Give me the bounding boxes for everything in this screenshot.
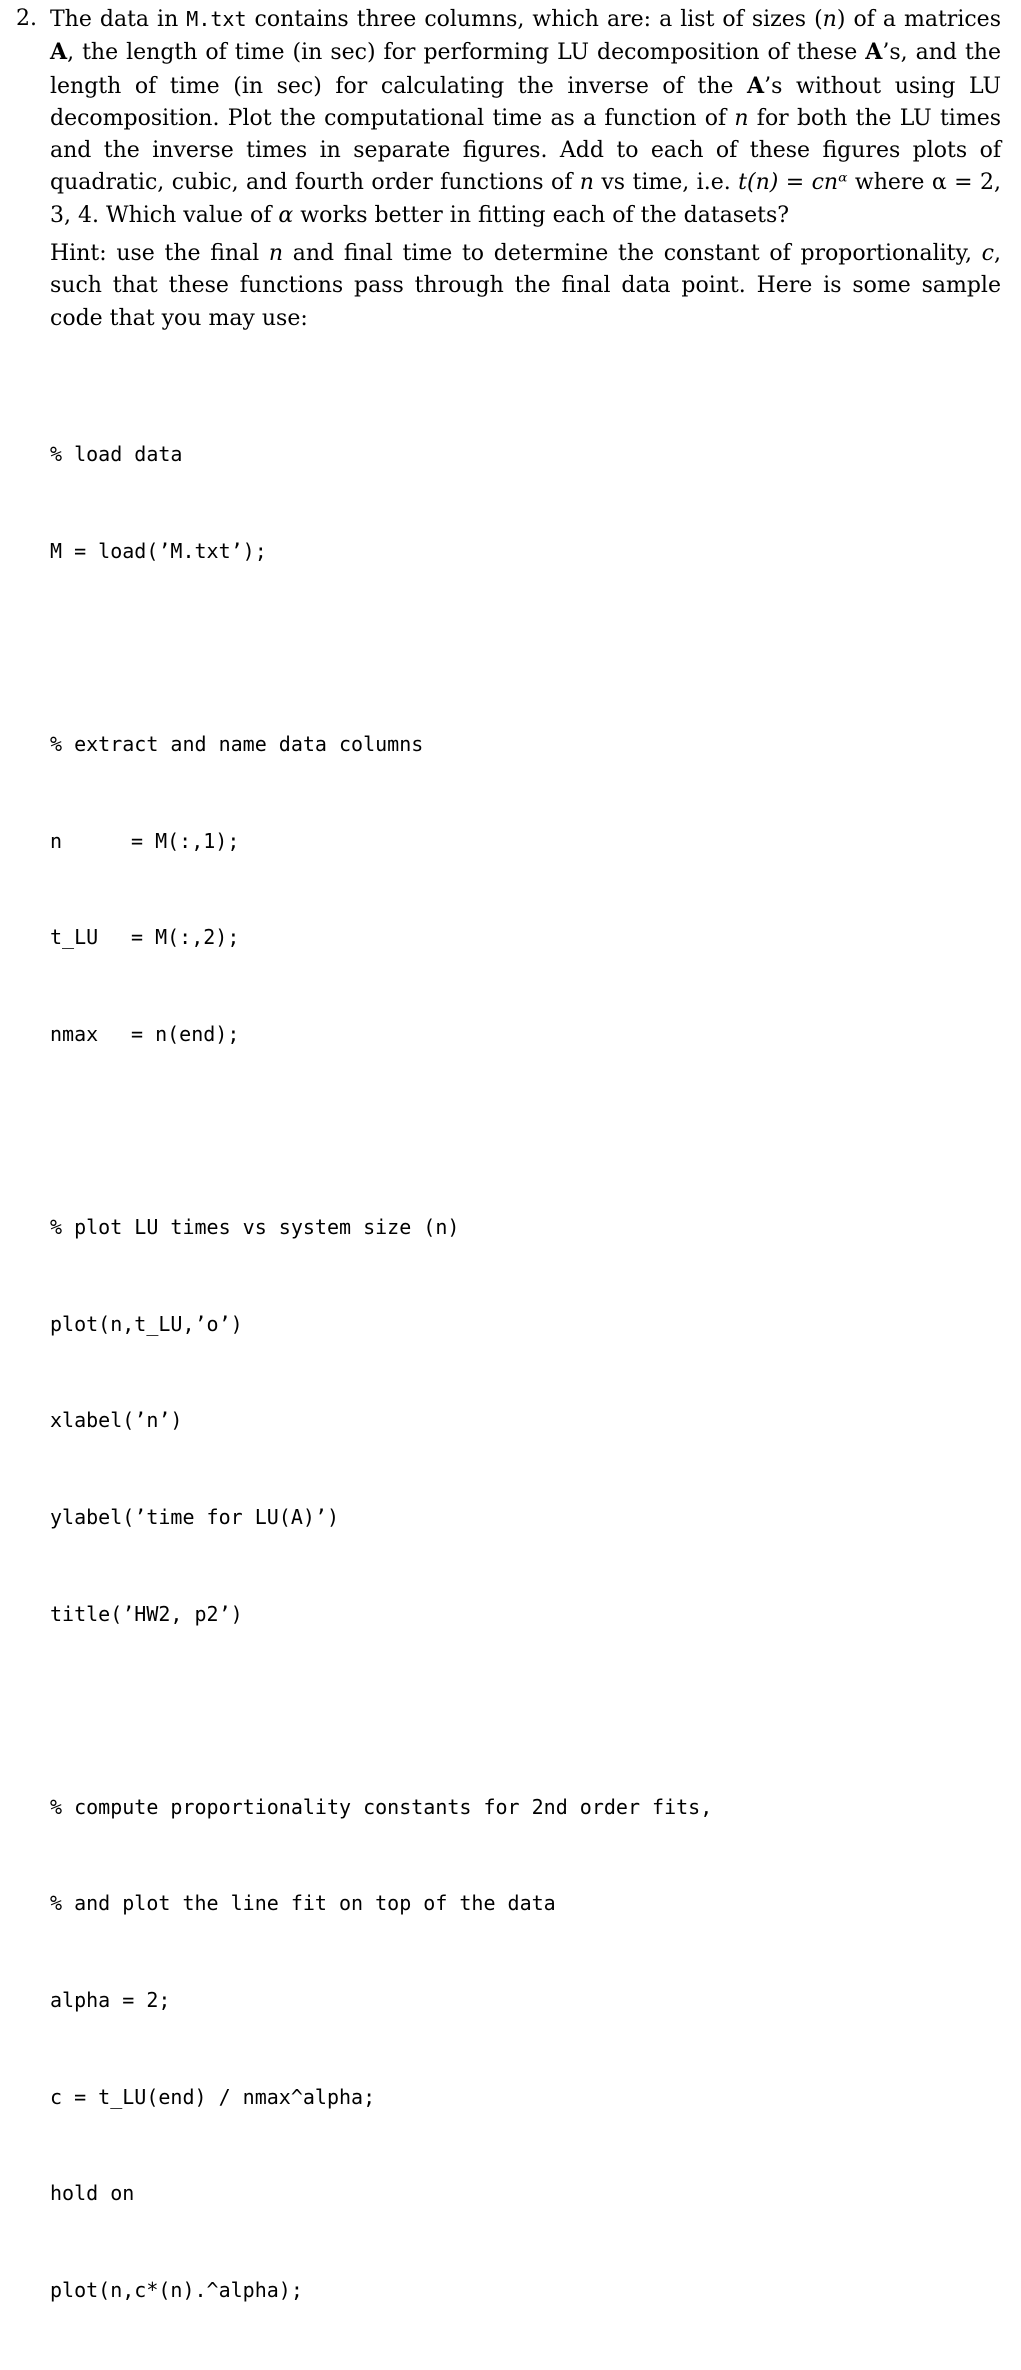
- code-line: nmax = n(end);: [50, 1021, 240, 1046]
- code-line: alpha = 2;: [50, 1987, 171, 2012]
- problem-paragraph: The data in M.txt contains three columns, which are: a list of sizes (n) of a matrices A, the length of time (in sec) for performing LU decomposition of these A’s, and the length of time (in sec) for calculating the inverse of the A’s without using LU decomposition. Plot the computational time as a function of n for both the LU times and the inverse times in separate figures. Add to each of these figures plots of quadratic, cubic, and fourth order functions of n vs time, i.e. t(n) = cnᵅ where α = 2, 3, 4. Which value of α works better in fitting each of the datasets?: [50, 7, 1002, 228]
- problem-number: 2.: [16, 6, 37, 31]
- problem-statement: [16, 3, 1001, 232]
- formula: t(n) = cnᵅ: [738, 170, 848, 196]
- hint-paragraph: Hint: use the final n and final time to determine the constant of proportionality, c, such that these functions pass through the final data point. Here is some sample code that you may use:: [50, 241, 1001, 331]
- code-line: % load data: [50, 442, 183, 467]
- file-name: M.txt: [186, 7, 247, 31]
- code-line: n = M(:,1);: [50, 828, 240, 853]
- code-line: plot(n,t_LU,’o’): [50, 1311, 243, 1336]
- code-line: plot(n,c*(n).^alpha);: [50, 2277, 303, 2302]
- code-line: % and plot the line fit on top of the data: [50, 1891, 556, 1916]
- code-line: c = t_LU(end) / nmax^alpha;: [50, 2084, 376, 2109]
- code-line: % plot LU times vs system size (n): [50, 1215, 460, 1240]
- code-line: % compute proportionality constants for 2nd order fits,: [50, 1794, 713, 1819]
- code-line: M = load(’M.txt’);: [50, 539, 267, 563]
- alpha-values: α = 2, 3, 4: [50, 170, 1001, 228]
- code-block: [50, 374, 712, 2370]
- code-line: % extract and name data columns: [50, 732, 424, 757]
- code-line: title(’HW2, p2’): [50, 1601, 243, 1626]
- code-line: ylabel(’time for LU(A)’): [50, 1504, 339, 1529]
- code-line: hold on: [50, 2181, 135, 2206]
- code-line: xlabel(’n’): [50, 1408, 183, 1433]
- code-line: t_LU = M(:,2);: [50, 925, 240, 950]
